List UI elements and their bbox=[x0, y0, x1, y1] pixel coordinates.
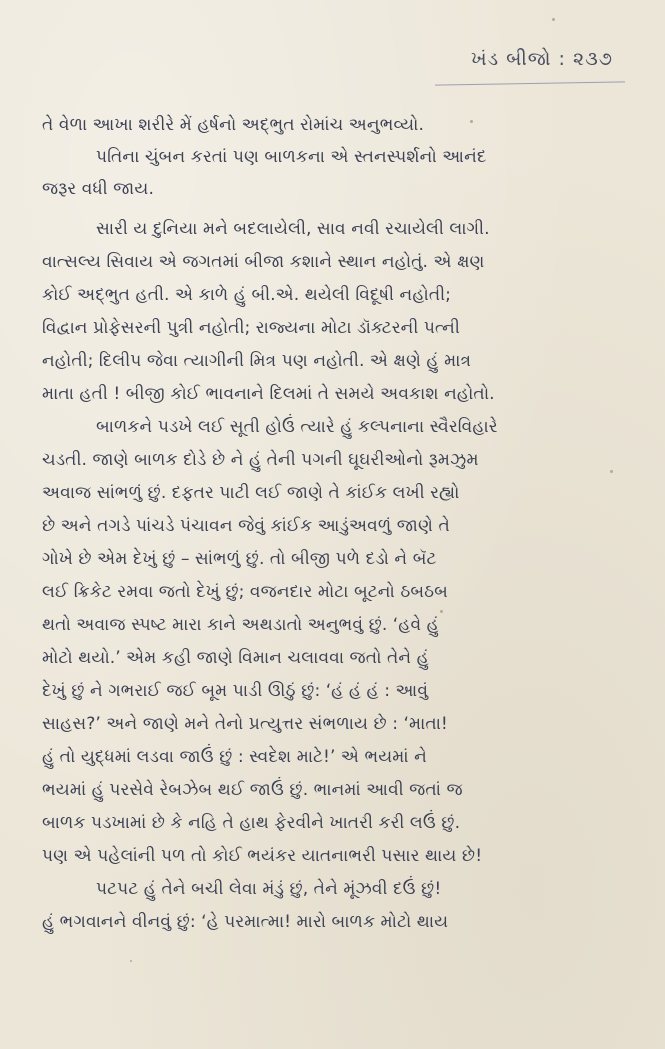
text-line: વાત્સલ્ય સિવાય એ જગતમાં બીજા કશાને સ્થાન નહોતું. એ ક્ષણ bbox=[42, 252, 485, 272]
text-line: દેખું છું ને ગભરાઈ જઈ બૂમ પાડી ઊઠું છું: ‘હં હં હં : આવું bbox=[42, 681, 429, 701]
text-line: લઈ ક્રિકેટ રમવા જતો દેખું છું; વજનદાર મોટા બૂટનો ઠબઠબ bbox=[42, 582, 448, 602]
text-line: સારી ય દુનિયા મને બદલાયેલી, સાવ નવી રચાયેલી લાગી. bbox=[96, 219, 490, 239]
text-line: ચડતી. જાણે બાળક દોડે છે ને હું તેની પગની ઘૂઘરીઓનો રૂમઝુમ bbox=[42, 450, 479, 470]
text-line: છે અને તગડે પાંચડે પંચાવન જેવું કાંઈક આડુંઅવળું જાણે તે bbox=[42, 516, 450, 536]
text-line: પણ એ પહેલાંની પળ તો કોઈ ભયંકર યાતનાભરી પસાર થાય છે! bbox=[42, 846, 483, 866]
text-line: નહોતી; દિલીપ જેવા ત્યાગીની મિત્ર પણ નહોતી. એ ક્ષણે હું માત્ર bbox=[42, 351, 472, 371]
text-line: અવાજ સાંભળું છું. દફતર પાટી લઈ જાણે તે કાંઈક લખી રહ્યો bbox=[42, 483, 460, 503]
header-underline bbox=[435, 81, 625, 85]
text-line: કોઈ અદ્ભુત હતી. એ કાળે હું બી.એ. થયેલી વિદૂષી નહોતી; bbox=[42, 285, 451, 305]
text-line: બાળક પડખામાં છે કે નહિ તે હાથ ફેરવીને ખાતરી કરી લઉં છું. bbox=[42, 813, 461, 833]
text-line: પતિના ચુંબન કરતાં પણ બાળકના એ સ્તનસ્પર્શનો આનંદ bbox=[96, 147, 487, 167]
text-line: બાળકને પડખે લઈ સૂતી હોઉં ત્યારે હું કલ્પનાના સ્વૈરવિહારે bbox=[96, 417, 498, 437]
text-line: વિદ્વાન પ્રોફેસરની પુત્રી નહોતી; રાજ્યના મોટા ડૉક્ટરની પત્ની bbox=[42, 318, 460, 338]
running-header: ખંડ બીજો : ૨૩૭ bbox=[471, 48, 613, 70]
text-line: હું તો યુદ્ધમાં લડવા જાઉં છું : સ્વદેશ માટે!’ એ ભયમાં ને bbox=[42, 747, 427, 767]
text-line: જરૂર વધી જાય. bbox=[42, 179, 154, 199]
text-line: થતો અવાજ સ્પષ્ટ મારા કાને અથડાતો અનુભવું છું. ‘હવે હું bbox=[42, 615, 439, 635]
text-line: માતા હતી ! બીજી કોઈ ભાવનાને દિલમાં તે સમયે અવકાશ નહોતો. bbox=[42, 384, 495, 404]
text-line: હું ભગવાનને વીનવું છું: ‘હે પરમાત્મા! મારો બાળક મોટો થાય bbox=[42, 912, 449, 932]
text-line: તે વેળા આખા શરીરે મેં હર્ષનો અદ્ભુત રોમાંચ અનુભવ્યો. bbox=[42, 115, 424, 135]
text-line: ગોખે છે એમ દેખું છું – સાંભળું છું. તો બીજી પળે દડો ને બૅટ bbox=[42, 549, 437, 569]
text-line: મોટો થયો.’ એમ કહી જાણે વિમાન ચલાવવા જતો તેને હું bbox=[42, 648, 429, 668]
text-line: સાહસ?’ અને જાણે મને તેનો પ્રત્યુત્તર સંભળાય છે : ‘માતા! bbox=[42, 714, 448, 734]
text-line: ભયમાં હું પરસેવે રેબઝેબ થઈ જાઉં છું. ભાનમાં આવી જતાં જ bbox=[42, 780, 463, 800]
text-line: પટપટ હું તેને બચી લેવા મંડું છું, તેને મૂંઝવી દઉં છું! bbox=[96, 879, 442, 899]
